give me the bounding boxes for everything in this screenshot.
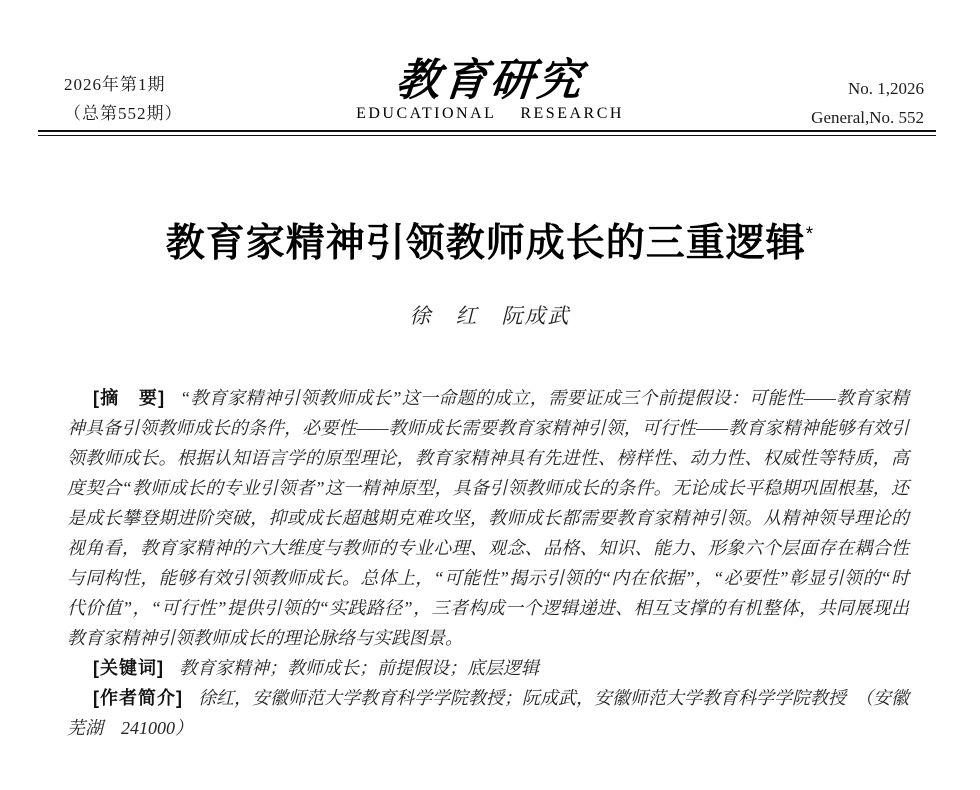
article-title: [0, 211, 980, 268]
abstract-label: [摘 要]: [93, 388, 166, 408]
author-bio-text: 徐红，安徽师范大学教育科学学院教授；阮成武，安徽师范大学教育科学学院教授 （安徽芜湖 241000）: [67, 688, 909, 738]
author-bio-label: [作者简介]: [93, 688, 183, 708]
journal-name-calligraphy: 教育研究: [393, 55, 587, 106]
general-number-en: General,No. 552: [811, 108, 924, 127]
journal-name-english: EDUCATIONAL RESEARCH: [356, 105, 624, 122]
abstract-paragraph: [67, 383, 909, 653]
front-matter: [67, 383, 909, 743]
title-footnote-marker: *: [805, 224, 815, 245]
issue-year-number: 2026年第1期: [64, 75, 166, 94]
author-bio-paragraph: [67, 683, 909, 743]
keywords-label: [关键词]: [93, 658, 164, 678]
article-authors: 徐 红 阮成武: [409, 304, 571, 328]
issue-info-right: [811, 74, 924, 132]
issue-number-en: No. 1,2026: [847, 79, 924, 98]
abstract-text: “教育家精神引领教师成长”这一命题的成立，需要证成三个前提假设：可能性——教育家精神具备引领教师成长的条件，必要性——教师成长需要教育家精神引领，可行性——教育家精神能够有效引领教师成长。根据认知语言学的原型理论，教育家精神具有先进性、榜样性、动力性、权威性等特质，高度契合“教师成长的专业引领者”这一精神原型，具备引领教师成长的条件。无论成长平稳期巩固根基，还是成长攀登期进阶突破，抑或成长超越期克难攻坚，教师成长都需要教育家精神引领。从精神领导理论的视角看，教育家精神的六大维度与教师的专业心理、观念、品格、知识、能力、形象六个层面存在耦合性与同构性，能够有效引领教师成长。总体上，“可能性”揭示引领的“内在依据”，“必要性”彰显引领的“时代价值”，“可行性”提供引领的“实践路径”，三者构成一个逻辑递进、相互支撑的有机整体，共同展现出教育家精神引领教师成长的理论脉络与实践图景。: [67, 388, 909, 648]
article-title-text: 教育家精神引领教师成长的三重逻辑: [165, 222, 806, 265]
issue-total-number: （总第552期）: [64, 104, 183, 123]
keywords-line: [67, 653, 909, 683]
journal-header: [0, 55, 980, 128]
header-divider: [38, 130, 936, 136]
keywords-text: 教育家精神；教师成长；前提假设；底层逻辑: [179, 658, 539, 678]
